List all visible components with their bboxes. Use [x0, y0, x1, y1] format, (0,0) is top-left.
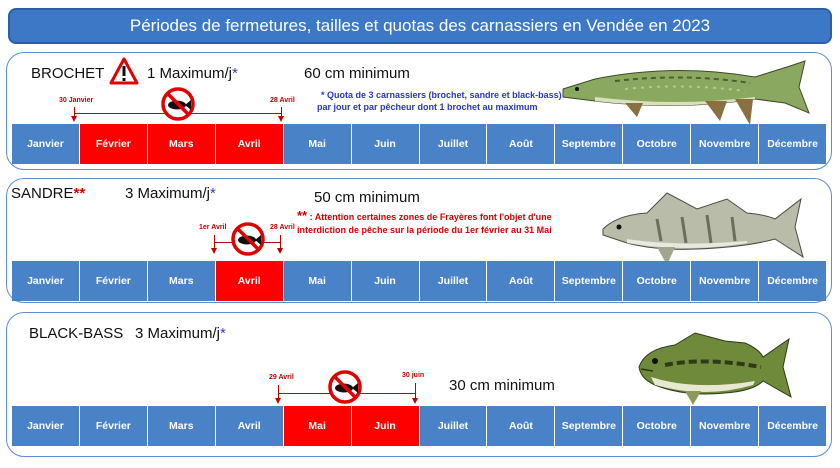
spawning-note: ** : Attention certaines zones de Frayères font l'objet d'une interdiction de pêche sur la période du 1er février au 31 Mai [297, 208, 552, 235]
month-cell: Septembre [555, 261, 623, 301]
month-cell: Août [487, 261, 555, 301]
month-cell-closed: Mai [284, 406, 352, 446]
minimum-size: 60 cm minimum [304, 65, 410, 82]
species-name: SANDRE** [11, 185, 86, 202]
month-cell: Novembre [691, 261, 759, 301]
zander-icon [597, 185, 807, 267]
month-cell-closed: Avril [216, 124, 284, 164]
month-cell: Décembre [759, 406, 826, 446]
month-cell: Juin [352, 124, 420, 164]
month-cell: Mai [284, 124, 352, 164]
month-cell: Février [80, 261, 148, 301]
daily-quota: 3 Maximum/j* [125, 185, 216, 202]
closure-end-arrow [412, 398, 418, 404]
closure-end-date: 28 Avril [270, 97, 295, 104]
closure-end-date: 28 Avril [270, 224, 295, 231]
quota-note: * Quota de 3 carnassiers (brochet, sandre et black-bass) par jour et par pêcheur dont 1 brochet au maximum [317, 90, 562, 112]
page-title: Périodes de fermetures, tailles et quotas des carnassiers en Vendée en 2023 [8, 8, 832, 44]
month-cell-closed: Février [80, 124, 148, 164]
pike-icon [555, 53, 815, 131]
closure-start-marker [278, 385, 279, 399]
warning-icon [109, 57, 139, 85]
month-cell-closed: Juin [352, 406, 420, 446]
month-timeline [12, 406, 826, 446]
month-cell: Décembre [759, 261, 826, 301]
daily-quota: 3 Maximum/j* [135, 325, 226, 342]
month-cell: Janvier [12, 261, 80, 301]
closure-start-date: 1er Avril [199, 224, 227, 231]
no-fishing-icon [160, 86, 196, 122]
closure-end-date: 30 juin [402, 372, 425, 379]
closure-start-arrow [71, 116, 77, 122]
month-cell: Janvier [12, 124, 80, 164]
month-cell: Octobre [623, 406, 691, 446]
month-cell: Octobre [623, 124, 691, 164]
month-cell: Septembre [555, 406, 623, 446]
month-cell: Juillet [420, 406, 488, 446]
month-cell: Novembre [691, 124, 759, 164]
closure-end-marker [415, 383, 416, 399]
month-cell: Avril [216, 406, 284, 446]
black-bass-icon [635, 327, 795, 407]
month-cell: Décembre [759, 124, 826, 164]
closure-start-arrow [275, 398, 281, 404]
month-cell: Novembre [691, 406, 759, 446]
closure-start-arrow [211, 248, 217, 254]
minimum-size: 50 cm minimum [314, 189, 420, 206]
closure-end-arrow [278, 116, 284, 122]
month-timeline [12, 261, 826, 301]
month-cell: Juillet [420, 261, 488, 301]
minimum-size: 30 cm minimum [449, 377, 555, 394]
month-timeline [12, 124, 826, 164]
month-cell: Septembre [555, 124, 623, 164]
closure-start-date: 30 Janvier [59, 97, 94, 104]
sandre-section [6, 178, 832, 303]
species-name: BLACK-BASS [29, 325, 124, 342]
month-cell: Mars [148, 261, 216, 301]
month-cell: Janvier [12, 406, 80, 446]
month-cell-closed: Avril [216, 261, 284, 301]
closure-start-date: 29 Avril [269, 374, 294, 381]
month-cell: Octobre [623, 261, 691, 301]
month-cell: Août [487, 406, 555, 446]
month-cell: Juillet [420, 124, 488, 164]
species-name: BROCHET [31, 65, 105, 82]
blackbass-section [6, 312, 832, 457]
month-cell: Juin [352, 261, 420, 301]
closure-end-arrow [277, 248, 283, 254]
no-fishing-icon [230, 221, 266, 257]
month-cell: Février [80, 406, 148, 446]
no-fishing-icon [327, 369, 363, 405]
month-cell: Mars [148, 406, 216, 446]
closure-end-marker [280, 235, 281, 249]
daily-quota: 1 Maximum/j* [147, 65, 238, 82]
brochet-section [6, 52, 832, 170]
month-cell-closed: Mars [148, 124, 216, 164]
month-cell: Août [487, 124, 555, 164]
month-cell: Mai [284, 261, 352, 301]
